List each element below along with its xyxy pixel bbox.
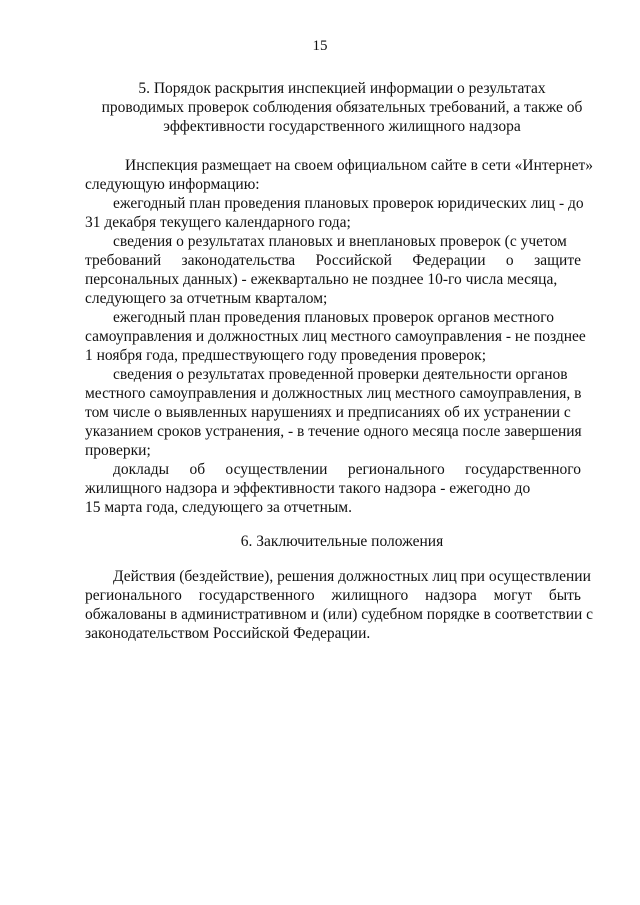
paragraph-line: обжалованы в административном и (или) судебном порядке в соответствии с	[85, 606, 594, 623]
paragraph-line: 15 марта года, следующего за отчетным.	[85, 499, 352, 516]
section-6-heading-line: 6. Заключительные положения	[240, 533, 444, 550]
paragraph-line: Инспекция размещает на своем официальном сайте в сети «Интернет»	[125, 157, 594, 174]
paragraph-line: жилищного надзора и эффективности такого надзора - ежегодно до	[85, 480, 531, 497]
paragraph-line: ежегодный план проведения плановых проверок юридических лиц - до	[113, 195, 584, 212]
paragraph-line: 1 ноября года, предшествующего году проведения проверок;	[85, 347, 487, 364]
section-5-heading-line: эффективности государственного жилищного надзора	[163, 118, 521, 135]
paragraph-line: персональных данных) - ежеквартально не позднее 10-го числа месяца,	[85, 271, 558, 288]
page-number: 15	[312, 38, 328, 54]
paragraph-line: сведения о результатах проведенной проверки деятельности органов	[113, 366, 568, 383]
section-5-body	[85, 156, 594, 517]
paragraph-line: проверки;	[85, 442, 151, 459]
paragraph-line: том числе о выявленных нарушениях и предписаниях об их устранении с	[85, 404, 571, 421]
paragraph-line: самоуправления и должностных лиц местного самоуправления - не позднее	[85, 328, 586, 345]
paragraph-line: регионального государственного жилищного надзора могут быть	[85, 587, 581, 604]
paragraph-line: ежегодный план проведения плановых проверок органов местного	[113, 309, 555, 326]
paragraph-line: 31 декабря текущего календарного года;	[85, 214, 351, 231]
section-6-heading	[70, 532, 614, 551]
paragraph-line: указанием сроков устранения, - в течение одного месяца после завершения	[85, 423, 582, 440]
paragraph-line: Действия (бездействие), решения должностных лиц при осуществлении	[113, 568, 591, 585]
paragraph-line: доклады об осуществлении регионального государственного	[113, 461, 581, 478]
section-6-body	[85, 567, 594, 643]
paragraph-line: местного самоуправления и должностных лиц местного самоуправления, в	[85, 385, 582, 402]
paragraph-line: следующую информацию:	[85, 176, 260, 193]
paragraph-line: требований законодательства Российской Федерации о защите	[85, 252, 581, 269]
paragraph-line: законодательством Российской Федерации.	[85, 625, 371, 642]
paragraph-line: следующего за отчетным кварталом;	[85, 290, 328, 307]
section-5-heading-line: проводимых проверок соблюдения обязательных требований, а также об	[101, 99, 583, 116]
section-5-heading	[70, 79, 614, 136]
paragraph-line: сведения о результатах плановых и внеплановых проверок (с учетом	[113, 233, 567, 250]
section-5-heading-line: 5. Порядок раскрытия инспекцией информации о результатах	[138, 80, 546, 97]
